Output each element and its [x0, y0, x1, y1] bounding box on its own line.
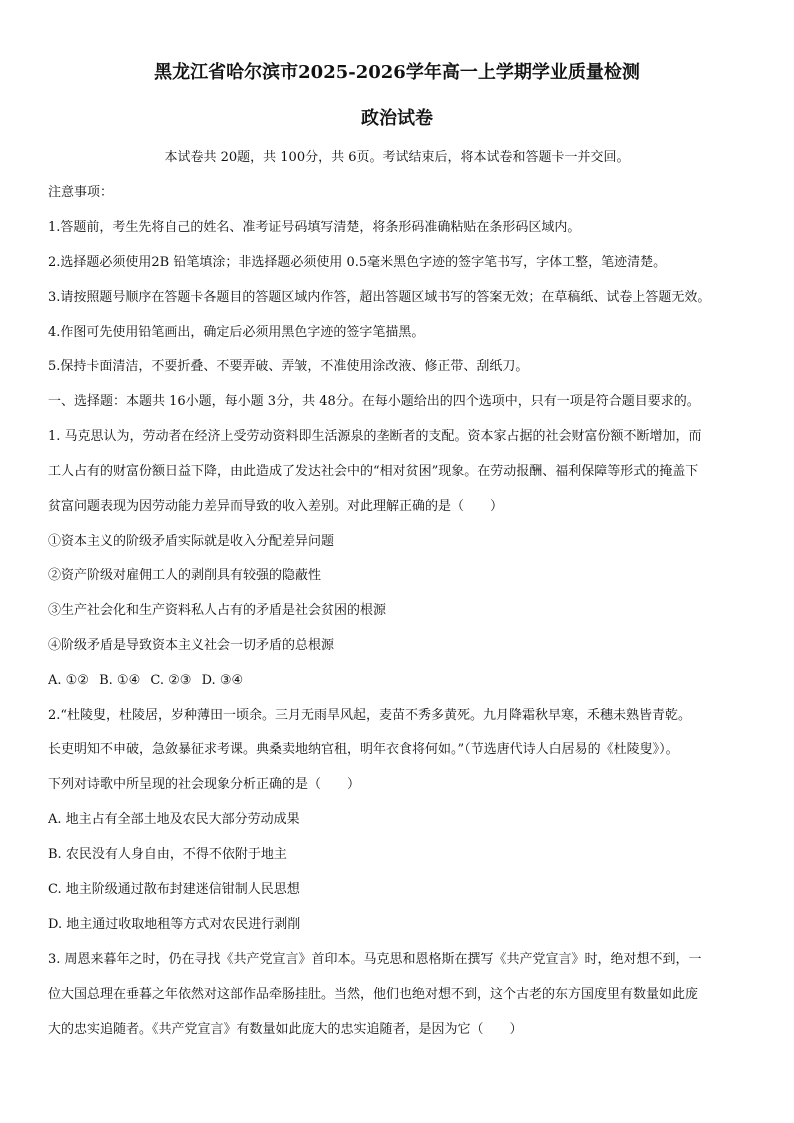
note-item: 1.答题前，考生先将自己的姓名、准考证号码填写清楚，将条形码准确粘贴在条形码区域内。 [48, 220, 581, 235]
section-heading: 一、选择题：本题共 16小题，每小题 3分，共 48分。在每小题给出的四个选项中，只有一项是符合题目要求的。 [48, 394, 700, 409]
option-b[interactable]: B. ①④ [99, 673, 141, 688]
question-1-statement: ①资本主义的阶级矛盾实际就是收入分配差异问题 [48, 534, 335, 549]
question-2-text: 2.“杜陵叟，杜陵居，岁种薄田一顷余。三月无雨旱风起，麦苗不秀多黄死。九月降霜秋早寒，禾穗未熟皆青乾。 [48, 708, 692, 723]
question-1-text: 1. 马克思认为，劳动者在经济上受劳动资料即生活源泉的垄断者的支配。资本家占据的社会财富份额不断增加，而 [48, 429, 702, 444]
note-item: 2.选择题必须使用2B 铅笔填涂；非选择题必须使用 0.5毫米黑色字迹的签字笔书写，字体工整，笔迹清楚。 [48, 255, 667, 270]
question-2-text: 下列对诗歌中所呈现的社会现象分析正确的是（ ） [48, 777, 361, 792]
question-1-options [48, 671, 758, 691]
question-1-text: 工人占有的财富份额日益下降，由此造成了发达社会中的“相对贫困”现象。在劳动报酬、福利保障等形式的掩盖下 [48, 464, 699, 479]
exam-intro: 本试卷共 20题，共 100分，共 6页。考试结束后，将本试卷和答题卡一并交回。 [164, 150, 630, 165]
option-a[interactable]: A. ①② [48, 673, 89, 688]
page-subtitle: 政治试卷 [361, 108, 433, 129]
question-2-text: 长吏明知不申破，急敛暴征求考课。典桑卖地纳官租，明年衣食将何如。”（节选唐代诗人白居易的《杜陵叟》）。 [48, 742, 679, 757]
question-1-statement: ②资产阶级对雇佣工人的剥削具有较强的隐蔽性 [48, 568, 322, 583]
option-d[interactable]: D. ③④ [201, 673, 244, 688]
page-title: 黑龙江省哈尔滨市2025-2026学年高一上学期学业质量检测 [154, 62, 640, 83]
question-3-text: 3. 周恩来暮年之时，仍在寻找《共产党宣言》首印本。马克思和恩格斯在撰写《共产党宣言》时，绝对想不到，一 [48, 952, 702, 967]
note-item: 4.作图可先使用铅笔画出，确定后必须用黑色字迹的签字笔描黑。 [48, 325, 425, 340]
note-item: 3.请按照题号顺序在答题卡各题目的答题区域内作答，超出答题区域书写的答案无效；在草稿纸、试卷上答题无效。 [48, 290, 711, 305]
notes-heading: 注意事项： [48, 185, 114, 200]
question-1-statement: ④阶级矛盾是导致资本主义社会一切矛盾的总根源 [48, 638, 335, 653]
question-1-statement: ③生产社会化和生产资料私人占有的矛盾是社会贫困的根源 [48, 603, 387, 618]
option-c[interactable]: C. 地主阶级通过散布封建迷信钳制人民思想 [48, 882, 300, 897]
question-1-text: 贫富问题表现为因劳动能力差异而导致的收入差别。对此理解正确的是（ ） [48, 499, 504, 514]
question-3-text: 大的忠实追随者。《共产党宣言》有数量如此庞大的忠实追随者，是因为它（ ） [48, 1022, 523, 1037]
option-b[interactable]: B. 农民没有人身自由，不得不依附于地主 [48, 847, 287, 862]
option-a[interactable]: A. 地主占有全部土地及农民大部分劳动成果 [48, 812, 300, 827]
note-item: 5.保持卡面清洁，不要折叠、不要弄破、弄皱，不准使用涂改液、修正带、刮纸刀。 [48, 359, 529, 374]
option-c[interactable]: C. ②③ [150, 673, 192, 688]
option-d[interactable]: D. 地主通过收取地租等方式对农民进行剥削 [48, 917, 301, 932]
question-3-text: 位大国总理在垂暮之年依然对这部作品牵肠挂肚。当然，他们也绝对想不到，这个古老的东方国度里有数量如此庞 [48, 987, 699, 1002]
